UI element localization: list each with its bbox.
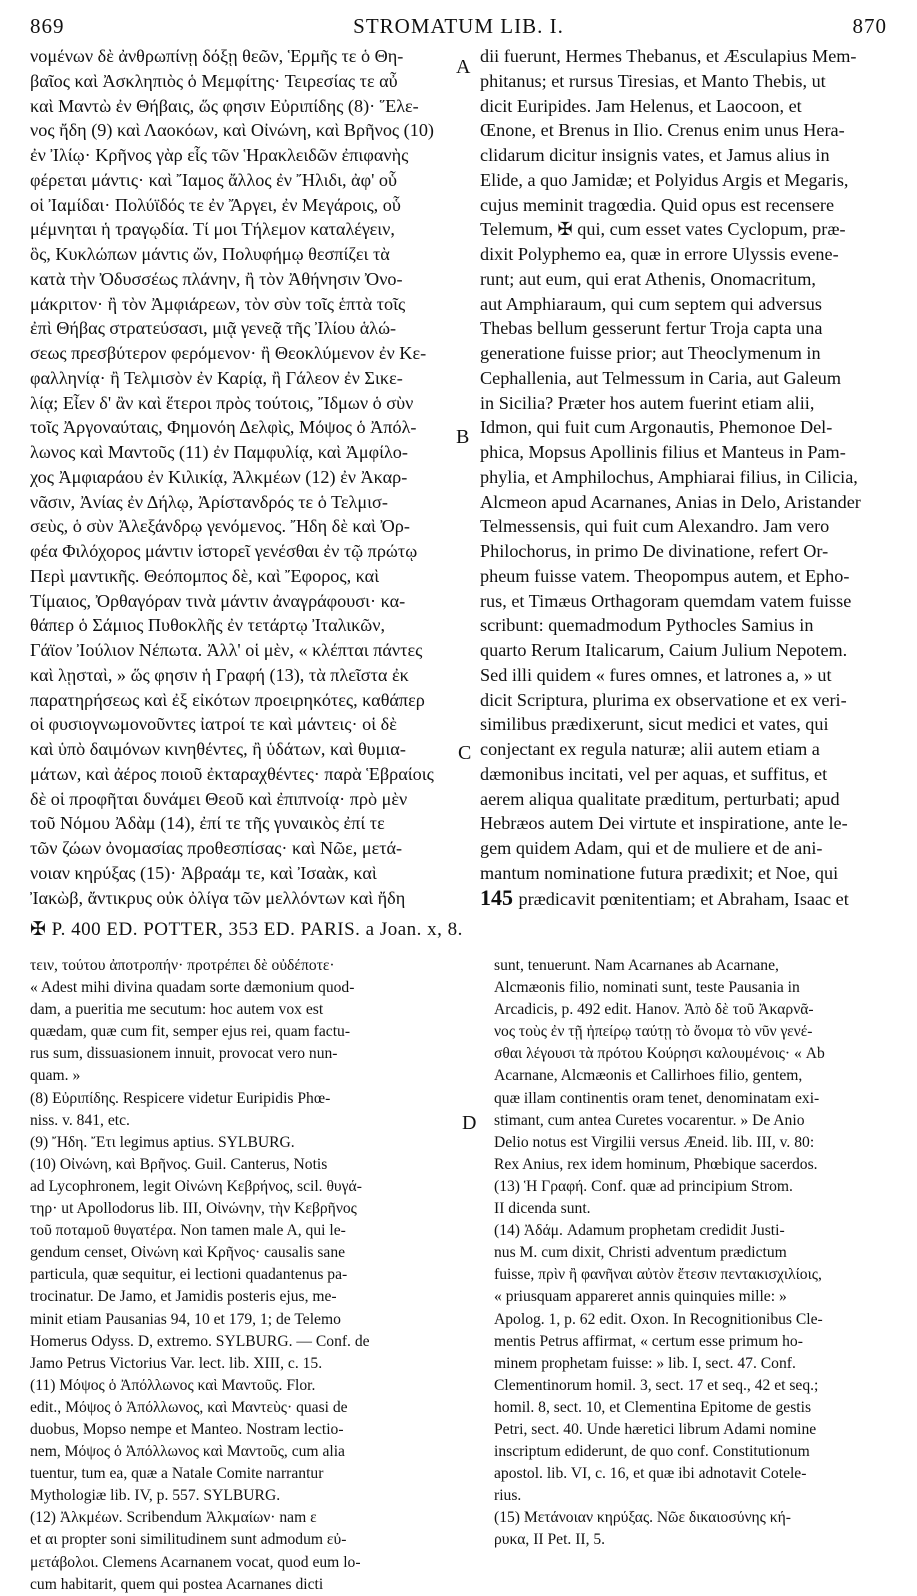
latin-text-line: phitanus; et rursus Tiresias, et Manto Thebis, ut — [480, 70, 826, 91]
latin-text-line: Philochorus, in primo De divinatione, refert Or- — [480, 541, 829, 561]
latin-text-line: Sed illi quidem « fures omnes, et latrones a, » ut — [480, 664, 832, 685]
footnote-line: μετάβολοι. Clemens Acarnanem vocat, quod eum lo- — [30, 1553, 361, 1571]
latin-text-line: in Sicilia? Præter hos autem fuerint etiam alii, — [480, 392, 815, 413]
latin-text-line: quarto Rerum Italicarum, Caium Julium Nepotem. — [480, 640, 848, 660]
greek-text-line: φέα Φιλόχορος μάντιν ἱστορεῖ γενέσθαι ἐν τῷ πρώτῳ — [30, 541, 418, 561]
latin-text-line: Œnone, et Brenus in Ilio. Crenus enim unus Hera- — [480, 120, 845, 141]
latin-text-line: Hebræos autem Dei virtute et inspiratione, ante le- — [480, 813, 848, 834]
greek-text-line: Περὶ μαντικῆς. Θεόπομπος δὲ, καὶ Ἔφορος, καὶ — [30, 565, 380, 586]
footnote-line: mentis Petrus affirmat, « certum esse primum ho- — [494, 1332, 803, 1350]
greek-text-line: τοῦ Νόμου Ἀδὰμ (14), ἐπί τε τῆς γυναικὸς ἐπί τε — [30, 813, 385, 834]
greek-text-line: φαλληνίᾳ· ἢ Τελμισὸν ἐν Καρίᾳ, ἢ Γάλεον ἐν Σικε- — [30, 367, 403, 388]
greek-text-line: Ἰακὼβ, ἄντικρυς οὐκ ὀλίγα τῶν μελλόντων καὶ ἤδη — [30, 887, 406, 908]
footnote-line: nus M. cum dixit, Christi adventum prædictum — [494, 1244, 787, 1262]
footnote-line: sunt, tenuerunt. Nam Acarnanes ab Acarnane, — [494, 957, 779, 974]
greek-text-line: κατὰ τὴν Ὀδυσσέως πλάνην, ἢ τὸν Ἀθήνησιν Ὀνο- — [30, 268, 403, 289]
footnote-line: tuentur, tum ea, quæ a Natale Comite narrantur — [30, 1465, 324, 1483]
margin-letter-b: B — [456, 426, 470, 448]
latin-text-line: phylia, et Amphilochus, Amphiarai filius, in Cilicia, — [480, 466, 858, 487]
footnote-line: Clementinorum homil. 3, sect. 17 et seq., 42 et seq.; — [494, 1376, 819, 1394]
footnote-line: Arcadicis, p. 492 edit. Hanov. Ἀπὸ δὲ τοῦ Ἀκαρνᾶ- — [494, 1001, 814, 1019]
latin-text-line: dii fuerunt, Hermes Thebanus, et Æsculapius Mem- — [480, 46, 857, 66]
greek-text-line: μάκριτον· ἢ τὸν Ἀμφιάρεων, τὸν σὺν τοῖς ἑπτὰ τοῖς — [30, 293, 406, 314]
footnote-line: quam. » — [30, 1067, 81, 1085]
greek-text-line: τοῖς Ἀργοναύταις, Φημονόη Δελφὶς, Μόψος ὁ Ἀπόλ- — [30, 417, 417, 438]
greek-text-line: παρατηρήσεως καὶ ἐξ εἰκότων προειρηκότες, καθάπερ — [30, 689, 425, 710]
footnote-line: trocinatur. De Jamo, et Jamidis posteris ejus, me- — [30, 1288, 337, 1306]
footnote-line: duobus, Mopso nempe et Manteo. Nostram lectio- — [30, 1420, 344, 1438]
latin-text-line: Cephallenia, aut Telmessum in Caria, aut Galeum — [480, 367, 842, 388]
greek-text-line: σεως πρεσβύτερον φερόμενον· ἢ Θεοκλύμενον ἐν Κε- — [30, 343, 427, 363]
greek-text-line: θάπερ ὁ Σάμιος Πυθοκλῆς ἐν τετάρτῳ Ἰταλικῶν, — [30, 615, 385, 636]
footnote-line: σθαι λέγουσι τὰ πρότου Κούρησι καλουμένοις· « Ab — [494, 1045, 825, 1063]
greek-text-line: φέρεται μάντις· καὶ Ἴαμος ἄλλος ἐν Ἤλιδι, ἀφ' οὗ — [30, 169, 398, 190]
greek-text-line: νᾶσιν, Ἀνίας ἐν Δήλῳ, Ἀρίστανδρός τε ὁ Τελμισ- — [30, 491, 388, 512]
margin-letter-a: A — [456, 56, 471, 78]
footnote-line: stimant, cum antea Curetes vocarentur. » De Anio — [494, 1111, 805, 1129]
latin-text-line: aut Amphiaraum, qui cum septem qui adversus — [480, 293, 822, 314]
greek-text-line: ὃς, Κυκλώπων μάντις ὤν, Πολυφήμῳ θεσπίζει τὰ — [30, 244, 390, 264]
margin-letter-c: C — [458, 742, 472, 764]
latin-text-line: Telmessensis, qui fuit cum Alexandro. Jam vero — [480, 516, 830, 537]
footnote-line: Rex Anius, rex idem hominum, Phœbique sacerdos. — [494, 1155, 818, 1173]
margin-letter-d: D — [462, 1112, 477, 1134]
latin-text-line: runt; aut eum, qui erat Athenis, Onomacritum, — [480, 268, 816, 289]
greek-text-line: καὶ ὑπὸ δαιμόνων κινηθέντες, ἢ ὑδάτων, καὶ θυμια- — [30, 739, 406, 759]
footnote-line: edit., Μόψος ὁ Ἀπόλλωνος, καὶ Μαντεὺς· quasi de — [30, 1398, 348, 1416]
latin-text-line: mantum nominatione futura prædixit; et Noe, qui — [480, 862, 839, 883]
greek-text-line: νομένων δὲ ἀνθρωπίνῃ δόξῃ θεῶν, Ἑρμῆς τε ὁ Θη- — [30, 46, 404, 66]
greek-text-line: χος Ἀμφιαράου ἐν Κιλικίᾳ, Ἀλκμέων (12) ἐν Ἀκαρ- — [30, 466, 408, 487]
greek-text-line: οἱ Ἰαμίδαι· Πολύϊδός τε ἐν Ἄργει, ἐν Μεγάροις, οὗ — [30, 194, 401, 215]
latin-text-line: similibus prædixerunt, sicut medici et vates, qui — [480, 714, 829, 735]
latin-text-line: Idmon, qui fuit cum Argonautis, Phemonoe Del- — [480, 417, 833, 438]
running-title: STROMATUM LIB. I. — [353, 14, 564, 38]
footnote-line: « Adest mihi divina quadam sorte dæmonium quod- — [30, 979, 355, 997]
greek-text-line: καὶ λῃσταὶ, » ὥς φησιν ἡ Γραφή (13), τὰ πλεῖστα ἐκ — [30, 664, 409, 685]
running-header — [0, 8, 917, 44]
footnote-line: rus sum, dissuasionem innuit, provocat vero nun- — [30, 1045, 338, 1063]
footnote-line: quæ illam continentis oram tenet, denominatam exi- — [494, 1089, 820, 1107]
footnote-line: (11) Μόψος ὁ Ἀπόλλωνος καὶ Μαντοῦς. Flor. — [30, 1376, 316, 1394]
footnote-line: (12) Ἀλκμέων. Scribendum Ἀλκμαίων· nam ε — [30, 1509, 317, 1527]
latin-text-line: dicit Euripides. Jam Helenus, et Laocoon, et — [480, 95, 802, 116]
greek-text-line: μέμνηται ἡ τραγῳδία. Τί μοι Τήλεμον καταλέγειν, — [30, 219, 395, 240]
greek-text-line: νοιαν κηρύξας (15)· Ἀβραάμ τε, καὶ Ἰσαὰκ, καὶ — [30, 862, 377, 883]
greek-text-line: δὲ οἱ προφῆται δυνάμει Θεοῦ καὶ ἐπιπνοίᾳ· πρὸ μὲν — [30, 788, 408, 809]
footnote-line: dam, a pueritia me secutum: hoc autem vox est — [30, 1001, 324, 1019]
greek-text-line: ἐπὶ Θήβας στρατεύσασι, μιᾷ γενεᾷ τῆς Ἰλίου ἁλώ- — [30, 318, 397, 339]
footnote-line: « priusquam appareret annis quinquies mille: » — [494, 1288, 787, 1306]
footnote-line: minit etiam Pausanias 94, 10 et 179, 1; de Telemo — [30, 1310, 341, 1328]
greek-text-line: τῶν ζώων ὀνομασίας προθεσπίσας· καὶ Νῶε, μετά- — [30, 838, 403, 858]
page-reference-footer: ✠ P. 400 ED. POTTER, 353 ED. PARIS. a Joan. x, 8. — [30, 919, 463, 940]
latin-text-line: cujus meminit tragœdia. Quid opus est recensere — [480, 194, 835, 215]
footnote-line: apostol. lib. VI, c. 16, et quæ ibi adnotavit Cotele- — [494, 1465, 807, 1483]
latin-text-line: Telemum, ✠ qui, cum esset vates Cyclopum, præ- — [480, 219, 846, 240]
footnote-line: fuisse, πρὶν ἢ φανῆναι αὐτὸν ἔτεσιν πεντακισχιλίοις, — [494, 1266, 822, 1284]
footnote-line: ρυκα, II Pet. II, 5. — [494, 1531, 606, 1549]
footnote-line: ad Lycophronem, legit Οἰνώνη Κεβρήνος, scil. θυγά- — [30, 1177, 362, 1195]
footnote-line: Apolog. 1, p. 62 edit. Oxon. In Recognitionibus Cle- — [494, 1310, 823, 1328]
latin-text-line: Thebas bellum gesserunt fertur Troja capta una — [480, 318, 823, 339]
latin-text-line: scribunt: quemadmodum Pythocles Samius in — [480, 615, 814, 636]
page-number-right: 870 — [852, 14, 887, 38]
latin-text-line: conjectant ex regula naturæ; alii autem etiam a — [480, 739, 820, 759]
page-number-left: 869 — [30, 14, 65, 38]
greek-text-line: οἱ φυσιογνωμονοῦντες ἰατροί τε καὶ μάντεις· οἱ δὲ — [30, 714, 397, 735]
latin-text-line: dixit Polyphemo ea, quæ in errore Ulyssis evene- — [480, 244, 839, 264]
latin-text-line: rus, et Timæus Orthagoram quemdam vatem fuisse — [480, 590, 852, 611]
footnote-line: minem prophetam fuisse: » lib. I, sect. 47. Conf. — [494, 1354, 796, 1372]
greek-text-line: λωνος καὶ Μαντοῦς (11) ἐν Παμφυλίᾳ, καὶ Ἀμφίλο- — [30, 442, 408, 462]
footnote-line: cum habitarit, quem qui postea Acarnanes dicti — [30, 1575, 324, 1593]
footnote-line: Homerus Odyss. D, extremo. SYLBURG. — Conf. de — [30, 1332, 370, 1350]
footnote-line: (14) Ἀδάμ. Adamum prophetam credidit Justi- — [494, 1222, 785, 1240]
footnote-line: (15) Μετάνοιαν κηρύξας. Νῶε δικαιοσύνης κή- — [494, 1509, 791, 1527]
footnote-line: νος τοὺς ἐν τῇ ἠπείρῳ ταύτῃ τὸ ὄνομα τὸ νῦν γενέ- — [494, 1023, 813, 1041]
latin-text-line: generatione fuisse prior; aut Theoclymenum in — [480, 343, 821, 363]
section-number: 145 — [480, 884, 519, 910]
greek-text-line: καὶ Μαντὼ ἐν Θήβαις, ὥς φησιν Εὐριπίδης (8)· Ἕλε- — [30, 95, 419, 116]
greek-text-line: Γάϊον Ἰούλιον Νέπωτα. Ἀλλ' οἱ μὲν, « κλέπται πάντες — [30, 640, 423, 660]
footnote-line: rius. — [494, 1487, 522, 1505]
latin-text-line: dæmonibus incitati, vel per aquas, et suffitus, et — [480, 763, 828, 784]
latin-text-line: pheum fuisse vatem. Theopompus autem, et Epho- — [480, 565, 850, 586]
latin-text-line: gem quidem Adam, qui et de muliere et de ani- — [480, 838, 823, 858]
footnote-line: (8) Εὐριπίδης. Respicere videtur Euripidis Phœ- — [30, 1089, 331, 1107]
greek-text-line: σεὺς, ὁ σὺν Ἀλεξάνδρῳ γενόμενος. Ἤδη δὲ καὶ Ὀρ- — [30, 516, 410, 537]
greek-text-line: Τίμαιος, Ὀρθαγόραν τινὰ μάντιν ἀναγράφουσι· κα- — [30, 590, 406, 611]
footnotes-left-column — [30, 955, 460, 1596]
footnote-line: Delio notus est Virgilii versus Æneid. lib. III, v. 80: — [494, 1133, 815, 1151]
footnote-line: homil. 8, sect. 10, et Clementina Epitome de gestis — [494, 1398, 812, 1416]
latin-text-line-content: prædicavit pœnitentiam; et Abraham, Isaac et — [518, 888, 849, 909]
footnote-line: niss. v. 841, etc. — [30, 1111, 130, 1129]
greek-text-line: λίᾳ; Εἶεν δ' ἂν καὶ ἕτεροι πρὸς τούτοις, Ἴδμων ὁ σὺν — [30, 392, 414, 413]
greek-text-line: μάτων, καὶ ἀέρος ποιοῦ ἐκταραχθέντες· παρὰ Ἑβραίοις — [30, 763, 434, 784]
footnote-line: τηρ· ut Apollodorus lib. III, Οἰνώνην, τὴν Κεβρῆνος — [30, 1200, 357, 1218]
footnote-line: Mythologiæ lib. IV, p. 557. SYLBURG. — [30, 1487, 281, 1505]
latin-text-line: clidarum dicitur insignis vates, et Jamus alius in — [480, 145, 830, 165]
footnote-line: et αι propter soni similitudinem sunt admodum εὐ- — [30, 1531, 347, 1549]
footnote-line: Acarnane, Alcmæonis et Callirhoes filio, gentem, — [494, 1067, 803, 1085]
latin-text-column — [480, 44, 892, 910]
footnote-line: II dicenda sunt. — [494, 1200, 591, 1218]
footnote-line: Alcmæonis filio, nominati sunt, teste Pausania in — [494, 979, 800, 997]
footnote-line: inscriptum ediderunt, de quo conf. Constitutionum — [494, 1443, 810, 1461]
footnote-line: gendum censet, Οἰνώνη καὶ Κρῆνος· causalis sane — [30, 1244, 346, 1262]
latin-text-line: phica, Mopsus Apollinis filius et Manteus in Pam- — [480, 442, 846, 462]
footnote-line: (13) Ἡ Γραφή. Conf. quæ ad principium Strom. — [494, 1177, 793, 1195]
footnotes-right-column — [494, 955, 892, 1552]
footnote-line: τοῦ ποταμοῦ θυγατέρα. Non tamen male A, qui le- — [30, 1222, 346, 1240]
footnote-line: (9) Ἤδη. Ἔτι legimus aptius. SYLBURG. — [30, 1133, 295, 1151]
greek-text-line: βαῖος καὶ Ἀσκληπιὸς ὁ Μεμφίτης· Τειρεσίας τε αὖ — [30, 70, 398, 91]
footnote-line: particula, quæ sequitur, ei lectioni quadantenus pa- — [30, 1266, 348, 1284]
greek-text-line: ἐν Ἰλίῳ· Κρῆνος γὰρ εἷς τῶν Ἡρακλειδῶν ἐπιφανὴς — [30, 145, 409, 165]
footnote-line: (10) Οἰνώνη, καὶ Βρῆνος. Guil. Canterus, Notis — [30, 1155, 328, 1173]
footnote-line: τειν, τούτου ἀποτροπήν· προτρέπει δὲ οὐδέποτε· — [30, 957, 335, 974]
footnote-line: Petri, sect. 40. Unde hæretici librum Adami nomine — [494, 1420, 817, 1438]
footnote-line: quædam, quæ cum fit, semper ejus rei, quam factu- — [30, 1023, 351, 1041]
latin-text-line: aerem aliqua qualitate præditum, perturbati; apud — [480, 788, 840, 809]
footnote-line: Jamo Petrus Victorius Var. lect. lib. XIII, c. 15. — [30, 1354, 323, 1372]
greek-text-column — [30, 44, 450, 910]
latin-text-line: Alcmeon apud Acarnanes, Anias in Delo, Aristander — [480, 491, 861, 512]
footnote-line: nem, Μόψος ὁ Ἀπόλλωνος καὶ Μαντοῦς, cum alia — [30, 1443, 345, 1461]
latin-text-line — [480, 886, 892, 911]
greek-text-line: νος ἤδη (9) καὶ Λαοκόων, καὶ Οἰνώνη, καὶ Βρῆνος (10) — [30, 120, 434, 141]
latin-text-line: dicit Scriptura, plurima ex observatione et ex veri- — [480, 689, 847, 710]
latin-text-line: Elide, a quo Jamidæ; et Polyidus Argis et Megaris, — [480, 169, 849, 190]
